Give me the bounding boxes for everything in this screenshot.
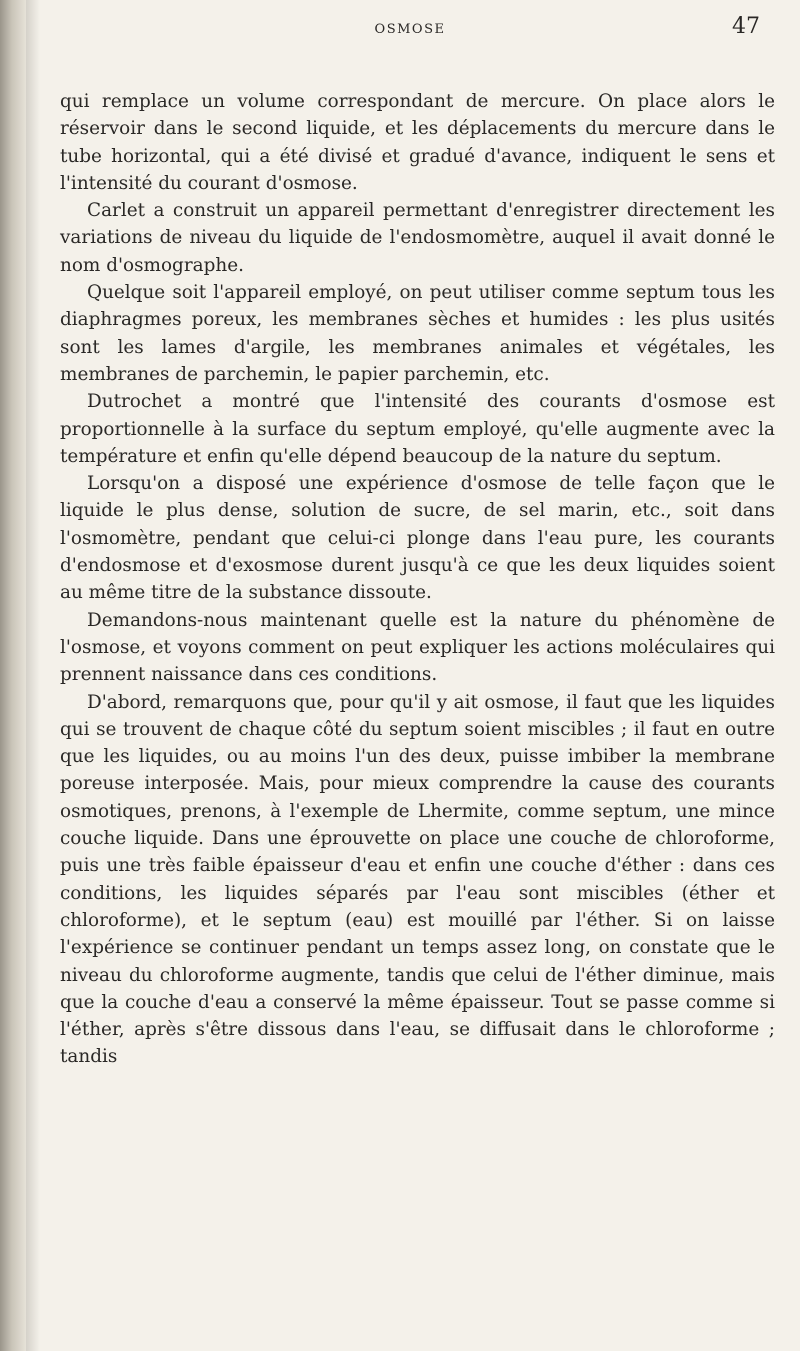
- running-head: OSMOSE: [374, 22, 446, 37]
- paragraph-4: Dutrochet a montré que l'intensité des courants d'osmose est proportionnelle à la surface du septum employé, qu'elle augmente avec la température et enfin qu'elle dépend beaucoup de la nature du septum.: [60, 391, 775, 467]
- page-gutter: [0, 0, 26, 1351]
- paragraph-3: Quelque soit l'appareil employé, on peut utiliser comme septum tous les diaphragmes poreux, les membranes sèches et humides : les plus usités sont les lames d'argile, les membranes animales et végétales, les membranes de parchemin, le papier parchemin, etc.: [60, 282, 775, 385]
- body-text: [60, 88, 775, 1071]
- paragraph-1: qui remplace un volume correspondant de mercure. On place alors le réservoir dans le second liquide, et les déplacements du mercure dans le tube horizontal, qui a été divisé et gradué d'avance, indiquent le sens et l'intensité du courant d'osmose.: [60, 91, 775, 194]
- gutter-shadow: [26, 0, 40, 1351]
- paragraph-7: D'abord, remarquons que, pour qu'il y ait osmose, il faut que les liquides qui se trouvent de chaque côté du septum soient miscibles ; il faut en outre que les liquides, ou au moins l'un des deux, puisse imbiber la membrane poreuse interposée. Mais, pour mieux comprendre la cause des courants osmotiques, prenons, à l'exemple de Lhermite, comme septum, une mince couche liquide. Dans une éprouvette on place une couche de chloroforme, puis une très faible épaisseur d'eau et enfin une couche d'éther : dans ces conditions, les liquides séparés par l'eau sont miscibles (éther et chloroforme), et le septum (eau) est mouillé par l'éther. Si on laisse l'expérience se continuer pendant un temps assez long, on constate que le niveau du chloroforme augmente, tandis que celui de l'éther diminue, mais que la couche d'eau a conservé la même épaisseur. Tout se passe comme si l'éther, après s'être dissous dans l'eau, se diffusait dans le chloroforme ; tandis: [60, 691, 775, 1068]
- paragraph-5: Lorsqu'on a disposé une expérience d'osmose de telle façon que le liquide le plus dense, solution de sucre, de sel marin, etc., soit dans l'osmomètre, pendant que celui-ci plonge dans l'eau pure, les courants d'endosmose et d'exosmose durent jusqu'à ce que les deux liquides soient au même titre de la substance dissoute.: [60, 473, 775, 604]
- page-number: 47: [732, 14, 760, 39]
- paragraph-6: Demandons-nous maintenant quelle est la nature du phénomène de l'osmose, et voyons comment on peut expliquer les actions moléculaires qui prennent naissance dans ces conditions.: [60, 609, 775, 686]
- page-header: [60, 14, 760, 44]
- paragraph-2: Carlet a construit un appareil permettant d'enregistrer directement les variations de niveau du liquide de l'endosmomètre, auquel il avait donné le nom d'osmographe.: [60, 200, 775, 276]
